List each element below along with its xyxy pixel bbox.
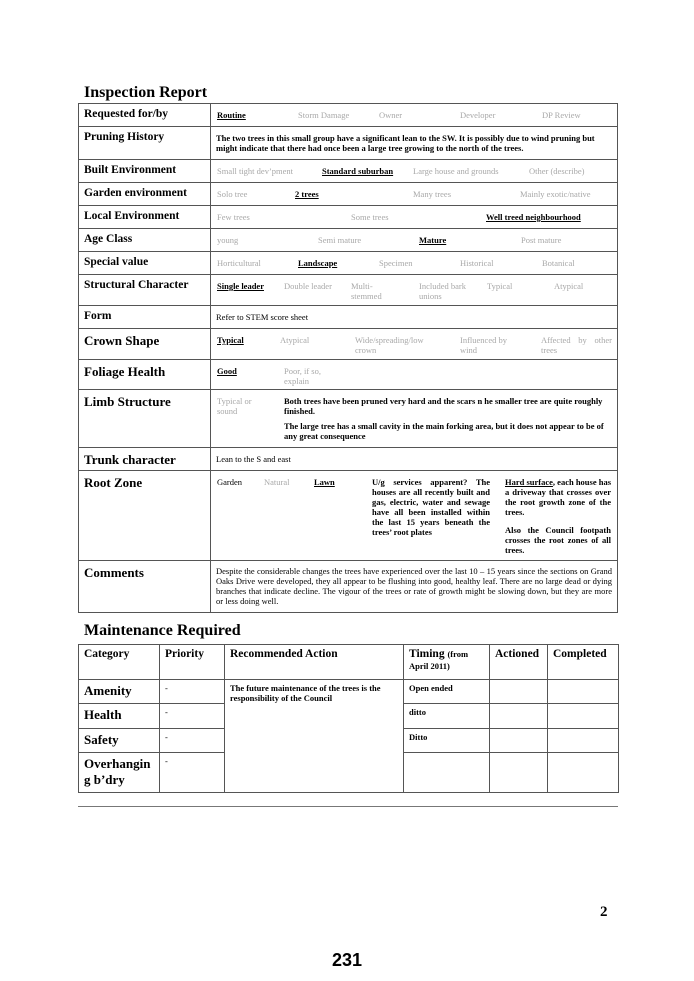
priority-safety: - xyxy=(160,729,225,753)
comments-text: Despite the considerable changes the trees have experienced over the last 10 – 15 years since the sections on Grand Oaks Drive were developed, they all appear to be flushing into good, healthy leaf. There are no large dead or dying branches that indicate decline. The vigour of the trees or rate of growth might be slowing down, but they are more or less doing well. xyxy=(216,566,612,606)
option-typical-sound: Typical or sound xyxy=(217,396,252,416)
footer-number: 231 xyxy=(331,950,363,970)
option-atypical: Atypical xyxy=(554,281,584,291)
category-amenity: Amenity xyxy=(79,680,160,704)
trunk-text: Lean to the S and east xyxy=(216,454,291,464)
pruning-text xyxy=(211,127,618,160)
option-routine: Routine xyxy=(217,110,246,120)
form-text: Refer to STEM score sheet xyxy=(216,312,309,322)
option-landscape: Landscape xyxy=(298,258,338,268)
built-label: Built Environment xyxy=(79,160,211,183)
timing-amenity: Open ended xyxy=(404,680,490,704)
option-post-mature: Post mature xyxy=(521,235,562,245)
actioned-health xyxy=(490,704,548,729)
requested-label: Requested for/by xyxy=(79,104,211,127)
form-label: Form xyxy=(79,306,211,329)
option-dp-review: DP Review xyxy=(542,110,581,120)
divider-line xyxy=(78,806,618,807)
garden-options xyxy=(211,183,618,206)
services-text: U/g services apparent? The houses are all recently built and gas, electric, water and sewage have all been installed within the last 15 years beneath the trees’ root plates xyxy=(372,477,490,537)
actioned-overhanging xyxy=(490,753,548,793)
priority-amenity: - xyxy=(160,680,225,704)
option-storm-damage: Storm Damage xyxy=(298,110,350,120)
completed-overhanging xyxy=(548,753,619,793)
foliage-label: Foliage Health xyxy=(79,360,211,390)
option-mature: Mature xyxy=(419,235,447,245)
header-actioned: Actioned xyxy=(490,645,548,680)
option-double-leader: Double leader xyxy=(284,281,332,291)
option-affected-trees: Affected by other trees xyxy=(541,335,612,355)
header-timing-note: (from April 2011) xyxy=(409,649,469,671)
maintenance-title: Maintenance Required xyxy=(84,622,241,639)
header-category: Category xyxy=(79,645,160,680)
limb-text-1: Both trees have been pruned very hard and the scars n he smaller tree are quite roughly finished. xyxy=(284,396,603,416)
option-lawn: Lawn xyxy=(314,477,335,487)
option-included-bark: Included bark unions xyxy=(419,281,466,301)
option-solo-tree: Solo tree xyxy=(217,189,248,199)
option-young: young xyxy=(217,235,239,245)
priority-health: - xyxy=(160,704,225,729)
recommended-action: The future maintenance of the trees is the responsibility of the Council xyxy=(225,680,404,793)
option-other: Other (describe) xyxy=(529,166,585,176)
form-cell xyxy=(211,306,618,329)
age-label: Age Class xyxy=(79,229,211,252)
root-label: Root Zone xyxy=(79,471,211,561)
header-priority: Priority xyxy=(160,645,225,680)
option-crown-typical: Typical xyxy=(217,335,244,345)
crown-label: Crown Shape xyxy=(79,329,211,360)
category-safety: Safety xyxy=(79,729,160,753)
option-poor: Poor, if so, explain xyxy=(284,366,321,386)
actioned-safety xyxy=(490,729,548,753)
option-owner: Owner xyxy=(379,110,403,120)
option-mainly-exotic: Mainly exotic/native xyxy=(520,189,591,199)
hard-surface-block xyxy=(505,477,611,517)
pruning-label: Pruning History xyxy=(79,127,211,160)
option-some-trees: Some trees xyxy=(351,212,389,222)
option-developer: Developer xyxy=(460,110,496,120)
option-wide-spreading: Wide/spreading/low crown xyxy=(355,335,424,355)
option-small-tight: Small tight dev’pment xyxy=(217,166,294,176)
local-label: Local Environment xyxy=(79,206,211,229)
category-health: Health xyxy=(79,704,160,729)
structural-options xyxy=(211,275,618,306)
completed-amenity xyxy=(548,680,619,704)
actioned-amenity xyxy=(490,680,548,704)
completed-safety xyxy=(548,729,619,753)
category-overhanging: Overhangin g b’dry xyxy=(79,753,160,793)
option-natural: Natural xyxy=(264,477,290,487)
special-options xyxy=(211,252,618,275)
trunk-cell xyxy=(211,448,618,471)
option-influenced-wind: Influenced by wind xyxy=(460,335,507,355)
option-large-house: Large house and grounds xyxy=(413,166,499,176)
local-options xyxy=(211,206,618,229)
comments-cell xyxy=(211,561,618,613)
crown-options xyxy=(211,329,618,360)
hard-surface-label: Hard surface xyxy=(505,477,553,487)
requested-options xyxy=(211,104,618,127)
option-2-trees: 2 trees xyxy=(295,189,319,199)
trunk-label: Trunk character xyxy=(79,448,211,471)
option-horticultural: Horticultural xyxy=(217,258,261,268)
timing-safety: Ditto xyxy=(404,729,490,753)
maintenance-table xyxy=(78,644,619,793)
footpath-text: Also the Council footpath crosses the root zones of all trees. xyxy=(505,525,611,555)
foliage-options xyxy=(211,360,618,390)
header-timing: Timing xyxy=(409,648,445,660)
option-good: Good xyxy=(217,366,237,376)
option-single-leader: Single leader xyxy=(217,281,264,291)
option-few-trees: Few trees xyxy=(217,212,250,222)
built-options xyxy=(211,160,618,183)
age-options xyxy=(211,229,618,252)
option-standard-suburban: Standard suburban xyxy=(322,166,394,176)
header-completed: Completed xyxy=(548,645,619,680)
structural-label: Structural Character xyxy=(79,275,211,306)
page-number: 2 xyxy=(600,904,608,920)
root-cell xyxy=(211,471,618,561)
header-timing-cell xyxy=(404,645,490,680)
option-well-treed: Well treed neighbourhood xyxy=(486,212,581,222)
garden-label: Garden environment xyxy=(79,183,211,206)
option-garden: Garden xyxy=(217,477,243,487)
limb-text-2: The large tree has a small cavity in the main forking area, but it does not appear to be of any great consequence xyxy=(284,421,604,441)
comments-label: Comments xyxy=(79,561,211,613)
hard-surface-text: , each house has a driveway that crosses over the root growth zone of the trees. xyxy=(505,477,612,517)
priority-overhanging: - xyxy=(160,753,225,793)
option-typical: Typical xyxy=(487,281,513,291)
completed-health xyxy=(548,704,619,729)
timing-health: ditto xyxy=(404,704,490,729)
option-crown-atypical: Atypical xyxy=(280,335,310,345)
option-multi-stemmed: Multi-stemmed xyxy=(351,281,382,301)
header-action: Recommended Action xyxy=(225,645,404,680)
limb-cell xyxy=(211,390,618,448)
limb-label: Limb Structure xyxy=(79,390,211,448)
special-label: Special value xyxy=(79,252,211,275)
option-historical: Historical xyxy=(460,258,494,268)
pruning-history-text: The two trees in this small group have a significant lean to the SW. It is possibly due to wind pruning but might indicate that there had once been a large tree growing to the north of the trees. xyxy=(216,133,595,153)
timing-overhanging xyxy=(404,753,490,793)
option-specimen: Specimen xyxy=(379,258,413,268)
inspection-report-title: Inspection Report xyxy=(84,84,208,101)
inspection-table xyxy=(78,103,618,613)
option-botanical: Botanical xyxy=(542,258,575,268)
option-many-trees: Many trees xyxy=(413,189,452,199)
option-semi-mature: Semi mature xyxy=(318,235,362,245)
